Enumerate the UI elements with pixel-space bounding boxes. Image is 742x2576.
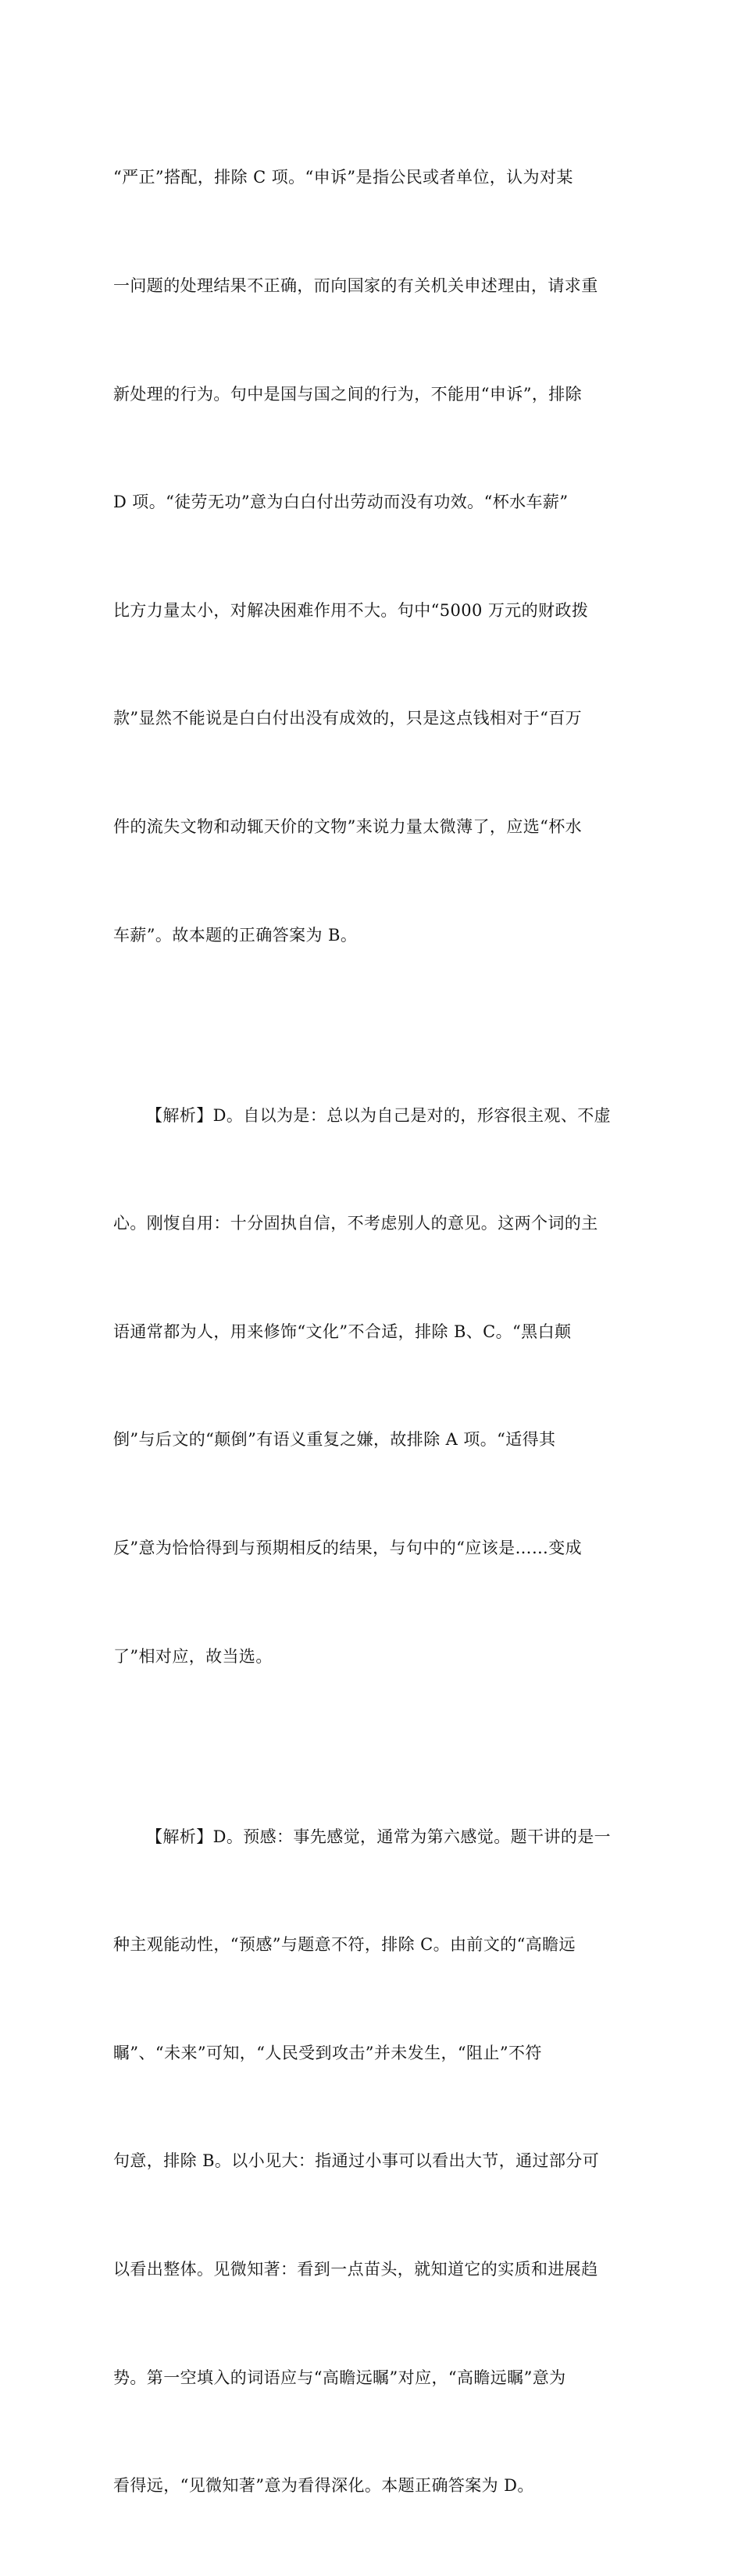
text-line: 种主观能动性，“预感”与题意不符，排除 C。由前文的“高瞻远: [113, 1935, 576, 1955]
text-line: 句意，排除 B。以小见大：指通过小事可以看出大节，通过部分可: [113, 2151, 600, 2171]
text-line: 看得远，“见微知著”意为看得深化。本题正确答案为 D。: [113, 2476, 534, 2496]
text-line: 【解析】D。预感：事先感觉，通常为第六感觉。题干讲的是一: [146, 1827, 612, 1846]
text-line: 款”显然不能说是白白付出没有成效的，只是这点钱相对于“百万: [113, 709, 583, 728]
text-line: 心。刚愎自用：十分固执自信，不考虑别人的意见。这两个词的主: [113, 1214, 598, 1233]
text-line: “严正”搭配，排除 C 项。“申诉”是指公民或者单位，认为对某: [113, 168, 573, 187]
text-line: 势。第一空填入的词语应与“高瞻远瞩”对应，“高瞻远瞩”意为: [113, 2368, 566, 2387]
text-line: 语通常都为人，用来修饰“文化”不合适，排除 B、C。“黑白颠: [113, 1322, 572, 1341]
text-line: D 项。“徒劳无功”意为白白付出劳动而没有功效。“杯水车薪”: [113, 493, 569, 512]
text-line: 了”相对应，故当选。: [113, 1646, 273, 1666]
text-line: 比方力量太小，对解决困难作用不大。句中“5000 万元的财政拨: [113, 600, 589, 620]
text-line: 一问题的处理结果不正确，而向国家的有关机关申述理由，请求重: [113, 276, 598, 295]
text-line: 【解析】D。自以为是：总以为自己是对的，形容很主观、不虚: [146, 1105, 612, 1125]
text-line: 件的流失文物和动辄天价的文物”来说力量太微薄了，应选“杯水: [113, 817, 583, 836]
answer-explanation-paragraph: [113, 87, 630, 1025]
text-line: 以看出整体。见微知著：看到一点苗头，就知道它的实质和进展趋: [113, 2259, 598, 2279]
text-line: 车薪”。故本题的正确答案为 B。: [113, 925, 358, 945]
text-line: 新处理的行为。句中是国与国之间的行为，不能用“申诉”，排除: [113, 384, 583, 404]
text-line: 倒”与后文的“颠倒”有语义重复之嫌，故排除 A 项。“适得其: [113, 1430, 556, 1450]
text-line: 瞩”、“未来”可知，“人民受到攻击”并未发生，“阻止”不符: [113, 2043, 542, 2062]
answer-explanation-paragraph: [113, 1025, 630, 1746]
answer-explanation-paragraph: [113, 1746, 630, 2576]
text-line: 反”意为恰恰得到与预期相反的结果，与句中的“应该是……变成: [113, 1538, 583, 1557]
document-page: [113, 87, 630, 2576]
